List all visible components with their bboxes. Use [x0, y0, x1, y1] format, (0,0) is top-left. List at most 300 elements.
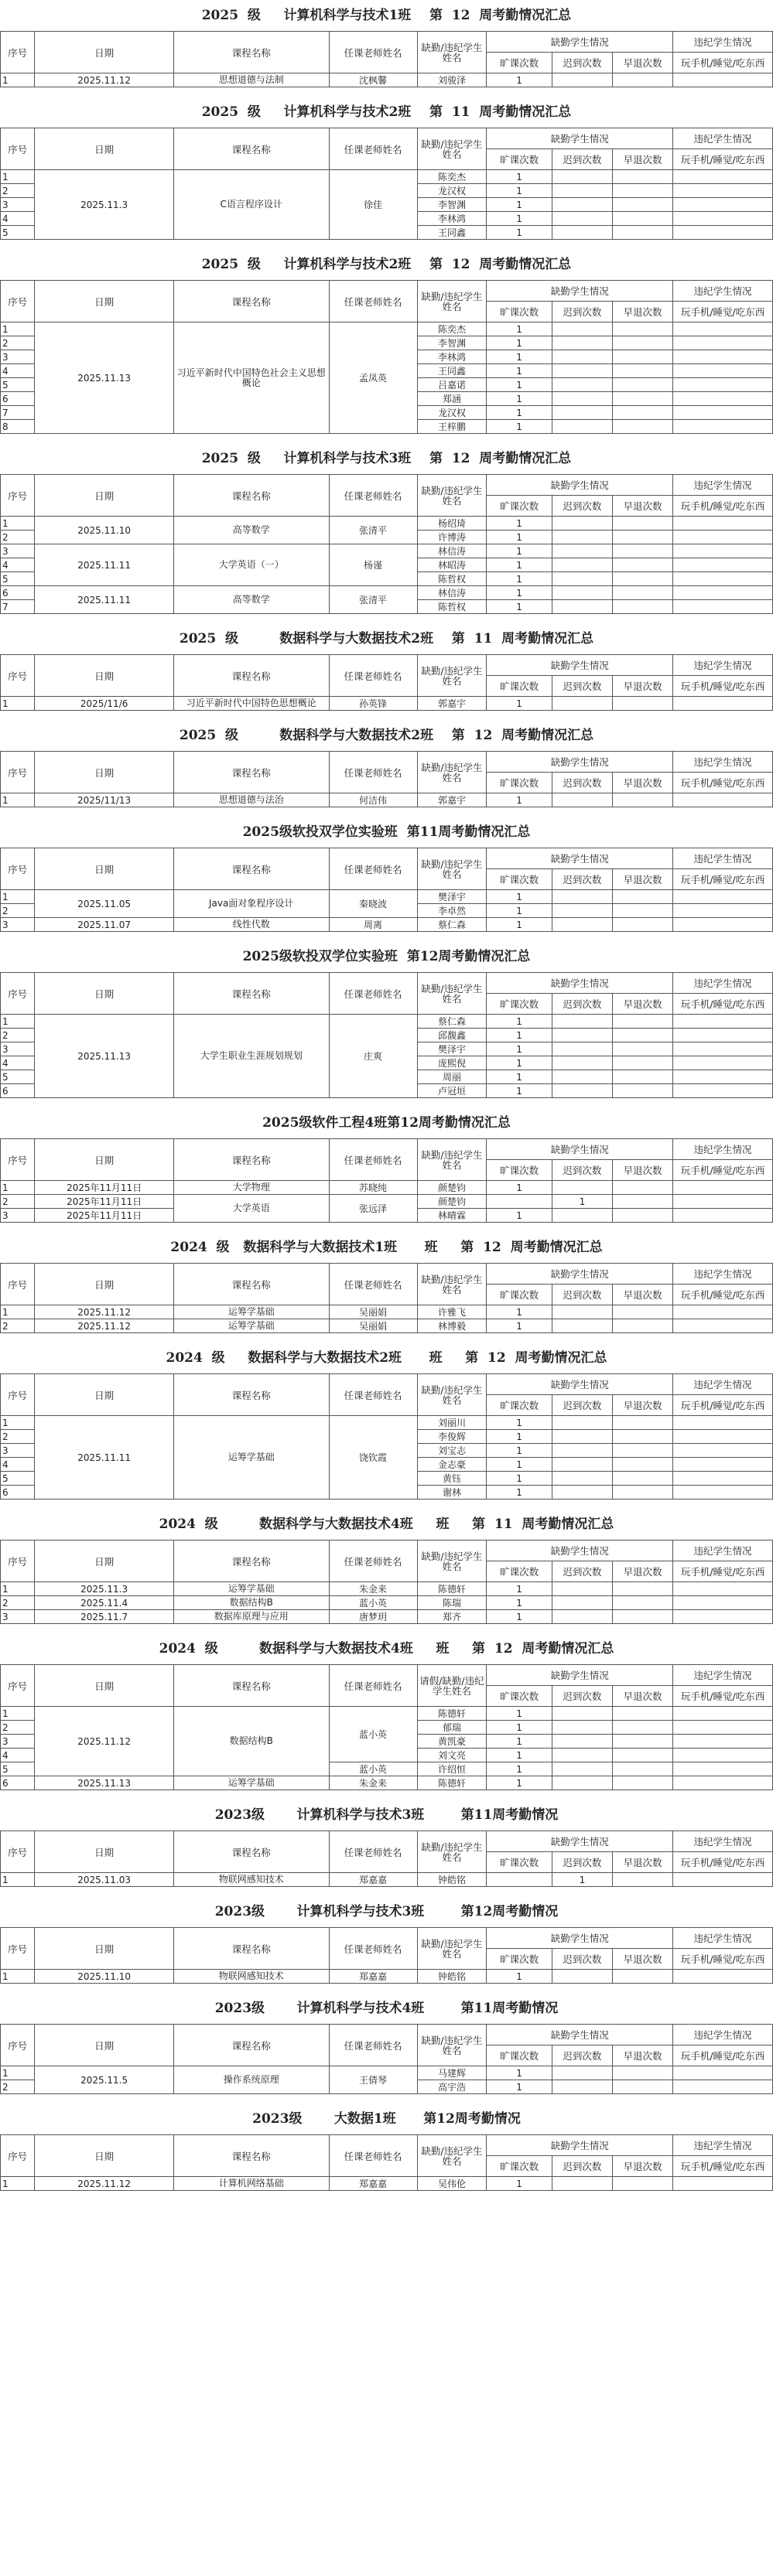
cell-late: [552, 1596, 612, 1610]
header-date: 日期: [35, 848, 174, 890]
header-late: 迟到次数: [552, 1285, 612, 1305]
cell-late: [552, 336, 612, 350]
cell-student: 林博毅: [417, 1319, 487, 1333]
cell-violation: [673, 1056, 773, 1070]
cell-early: [612, 1582, 672, 1596]
cell-early: [612, 1181, 672, 1195]
table-row: [1, 1596, 773, 1610]
cell-late: [552, 420, 612, 434]
cell-violation: [673, 2080, 773, 2094]
cell-teacher: 饶钦霞: [329, 1416, 417, 1500]
cell-late: [552, 2177, 612, 2191]
cell-late: [552, 2066, 612, 2080]
header-date: 日期: [35, 32, 174, 73]
cell-early: [612, 1305, 672, 1319]
section-title: 2025级软投双学位实验班 第11周考勤情况汇总: [242, 824, 531, 840]
header-teacher: 任课老师姓名: [329, 128, 417, 170]
cell-absent: 1: [487, 1610, 552, 1624]
header-violation: 玩手机/睡觉/吃东西: [673, 1160, 773, 1181]
header-early: 早退次数: [612, 994, 672, 1015]
cell-student: 黄钰: [417, 1472, 487, 1486]
cell-violation: [673, 697, 773, 711]
cell-violation: [673, 544, 773, 558]
cell-early: [612, 1444, 672, 1458]
cell-violation: [673, 378, 773, 392]
header-early: 早退次数: [612, 869, 672, 890]
header-absence-group: 缺勤学生情况: [487, 1139, 673, 1160]
cell-absent: 1: [487, 586, 552, 600]
header-teacher: 任课老师姓名: [329, 2135, 417, 2177]
cell-seq: 3: [1, 350, 35, 364]
header-course: 课程名称: [173, 2025, 329, 2066]
header-date: 日期: [35, 655, 174, 697]
header-student: 缺勤/违纪学生姓名: [417, 475, 487, 517]
cell-seq: 2: [1, 531, 35, 544]
header-early: 早退次数: [612, 149, 672, 170]
section-title: 2023级 计算机科学与技术3班 第11周考勤情况: [214, 1807, 559, 1823]
header-teacher: 任课老师姓名: [329, 2025, 417, 2066]
header-violation: 玩手机/睡觉/吃东西: [673, 1686, 773, 1707]
cell-date: 2025.11.13: [35, 1015, 174, 1098]
header-absence-group: 缺勤学生情况: [487, 32, 673, 53]
cell-violation: [673, 2177, 773, 2191]
cell-absent: 1: [487, 1181, 552, 1195]
attendance-section: [0, 1232, 773, 1333]
cell-student: 林信涛: [417, 544, 487, 558]
cell-date: 2025.11.11: [35, 1416, 174, 1500]
cell-student: 陈德轩: [417, 1776, 487, 1790]
cell-teacher: 王倩琴: [329, 2066, 417, 2094]
cell-absent: 1: [487, 1596, 552, 1610]
cell-course: 线性代数: [173, 918, 329, 932]
cell-early: [612, 1084, 672, 1098]
cell-early: [612, 1070, 672, 1084]
cell-late: [552, 1749, 612, 1762]
header-late: 迟到次数: [552, 676, 612, 697]
cell-teacher: 郑嘉嘉: [329, 1873, 417, 1887]
cell-absent: 1: [487, 1209, 552, 1223]
cell-seq: 6: [1, 1486, 35, 1500]
header-early: 早退次数: [612, 53, 672, 73]
header-date: 日期: [35, 1139, 174, 1181]
header-teacher: 任课老师姓名: [329, 752, 417, 793]
header-violation: 玩手机/睡觉/吃东西: [673, 496, 773, 517]
cell-late: [552, 1015, 612, 1029]
header-teacher: 任课老师姓名: [329, 655, 417, 697]
header-absence-group: 缺勤学生情况: [487, 1374, 673, 1395]
cell-early: [612, 1209, 672, 1223]
cell-absent: 1: [487, 1056, 552, 1070]
section-title: 2024 级 数据科学与大数据技术1班 班 第 12 周考勤情况汇总: [170, 1240, 603, 1255]
cell-early: [612, 1195, 672, 1209]
cell-student: 金志豪: [417, 1458, 487, 1472]
cell-early: [612, 1319, 672, 1333]
cell-early: [612, 1873, 672, 1887]
cell-early: [612, 378, 672, 392]
cell-violation: [673, 600, 773, 614]
cell-seq: 7: [1, 600, 35, 614]
attendance-section: [0, 1107, 773, 1223]
header-student: 缺勤/违纪学生姓名: [417, 973, 487, 1015]
cell-date: 2025.11.07: [35, 918, 174, 932]
cell-course: 计算机网络基础: [173, 2177, 329, 2191]
cell-seq: 5: [1, 572, 35, 586]
cell-absent: 1: [487, 600, 552, 614]
cell-seq: 1: [1, 793, 35, 807]
header-course: 课程名称: [173, 1665, 329, 1707]
cell-late: [552, 1735, 612, 1749]
cell-violation: [673, 1721, 773, 1735]
attendance-table: [0, 848, 773, 932]
cell-late: [552, 697, 612, 711]
cell-absent: [487, 1195, 552, 1209]
cell-student: 陈哲权: [417, 600, 487, 614]
cell-teacher: 朱金来: [329, 1582, 417, 1596]
header-student: 缺勤/违纪学生姓名: [417, 128, 487, 170]
cell-early: [612, 73, 672, 87]
cell-student: 林信涛: [417, 586, 487, 600]
cell-student: 卢冠垣: [417, 1084, 487, 1098]
cell-seq: 2: [1, 1319, 35, 1333]
cell-absent: 1: [487, 226, 552, 240]
table-row: [1, 1015, 773, 1029]
cell-absent: 1: [487, 890, 552, 904]
cell-absent: 1: [487, 1749, 552, 1762]
header-violation: 玩手机/睡觉/吃东西: [673, 869, 773, 890]
header-student: 缺勤/违纪学生姓名: [417, 848, 487, 890]
cell-student: 庞熙倪: [417, 1056, 487, 1070]
cell-early: [612, 517, 672, 531]
table-row: [1, 1195, 773, 1209]
header-date: 日期: [35, 1928, 174, 1970]
cell-late: [552, 1444, 612, 1458]
cell-seq: 1: [1, 2066, 35, 2080]
cell-early: [612, 904, 672, 918]
header-early: 早退次数: [612, 676, 672, 697]
header-violation-group: 违纪学生情况: [673, 1928, 773, 1949]
header-violation-group: 违纪学生情况: [673, 128, 773, 149]
cell-seq: 1: [1, 697, 35, 711]
header-seq: 序号: [1, 973, 35, 1015]
header-student: 缺勤/违纪学生姓名: [417, 655, 487, 697]
cell-early: [612, 322, 672, 336]
header-late: 迟到次数: [552, 2156, 612, 2177]
cell-early: [612, 544, 672, 558]
header-violation-group: 违纪学生情况: [673, 1264, 773, 1285]
header-student: 缺勤/违纪学生姓名: [417, 1928, 487, 1970]
cell-late: [552, 378, 612, 392]
cell-course: 运筹学基础: [173, 1582, 329, 1596]
cell-seq: 2: [1, 1029, 35, 1042]
header-absent: 旷课次数: [487, 1686, 552, 1707]
header-date: 日期: [35, 1665, 174, 1707]
cell-early: [612, 2080, 672, 2094]
cell-seq: 3: [1, 1610, 35, 1624]
cell-seq: 2: [1, 1430, 35, 1444]
header-absence-group: 缺勤学生情况: [487, 1540, 673, 1561]
cell-absent: 1: [487, 1029, 552, 1042]
cell-date: 2025.11.10: [35, 517, 174, 544]
cell-late: [552, 1472, 612, 1486]
header-late: 迟到次数: [552, 1949, 612, 1970]
cell-absent: 1: [487, 544, 552, 558]
header-date: 日期: [35, 752, 174, 793]
cell-seq: 5: [1, 1762, 35, 1776]
header-early: 早退次数: [612, 1949, 672, 1970]
header-violation: 玩手机/睡觉/吃东西: [673, 1949, 773, 1970]
cell-absent: 1: [487, 2177, 552, 2191]
cell-seq: 3: [1, 1042, 35, 1056]
header-date: 日期: [35, 1540, 174, 1582]
header-absence-group: 缺勤学生情况: [487, 655, 673, 676]
cell-student: 李俊辉: [417, 1430, 487, 1444]
table-row: [1, 586, 773, 600]
cell-student: 李林鸿: [417, 212, 487, 226]
cell-course: 操作系统原理: [173, 2066, 329, 2094]
cell-seq: 4: [1, 558, 35, 572]
cell-late: [552, 322, 612, 336]
cell-early: [612, 170, 672, 184]
header-seq: 序号: [1, 2025, 35, 2066]
cell-violation: [673, 1015, 773, 1029]
header-seq: 序号: [1, 1264, 35, 1305]
header-violation-group: 违纪学生情况: [673, 2135, 773, 2156]
cell-early: [612, 890, 672, 904]
cell-early: [612, 1472, 672, 1486]
cell-absent: 1: [487, 198, 552, 212]
cell-teacher: 周离: [329, 918, 417, 932]
attendance-table: [0, 654, 773, 711]
header-teacher: 任课老师姓名: [329, 32, 417, 73]
table-row: [1, 2066, 773, 2080]
cell-student: 陈奕杰: [417, 170, 487, 184]
cell-student: 王同鑫: [417, 364, 487, 378]
cell-seq: 2: [1, 2080, 35, 2094]
cell-violation: [673, 1749, 773, 1762]
cell-course: 大学物理: [173, 1181, 329, 1195]
header-teacher: 任课老师姓名: [329, 1831, 417, 1873]
cell-student: 龙汉权: [417, 406, 487, 420]
cell-violation: [673, 904, 773, 918]
cell-student: 刘文亮: [417, 1749, 487, 1762]
header-student: 缺勤/违纪学生姓名: [417, 281, 487, 322]
cell-early: [612, 364, 672, 378]
cell-date: 2025.11.12: [35, 2177, 174, 2191]
header-teacher: 任课老师姓名: [329, 973, 417, 1015]
table-row: [1, 73, 773, 87]
table-row: [1, 517, 773, 531]
cell-absent: 1: [487, 531, 552, 544]
cell-early: [612, 600, 672, 614]
header-absent: 旷课次数: [487, 676, 552, 697]
header-absent: 旷课次数: [487, 1160, 552, 1181]
cell-seq: 1: [1, 2177, 35, 2191]
cell-absent: 1: [487, 558, 552, 572]
attendance-table: [0, 1373, 773, 1500]
header-student: 缺勤/违纪学生姓名: [417, 1264, 487, 1305]
header-early: 早退次数: [612, 1686, 672, 1707]
attendance-section: [0, 720, 773, 807]
cell-violation: [673, 1084, 773, 1098]
table-row: [1, 170, 773, 184]
cell-early: [612, 572, 672, 586]
header-seq: 序号: [1, 128, 35, 170]
cell-violation: [673, 350, 773, 364]
cell-student: 李智渊: [417, 336, 487, 350]
header-course: 课程名称: [173, 1264, 329, 1305]
cell-violation: [673, 1735, 773, 1749]
cell-absent: 1: [487, 1444, 552, 1458]
table-row: [1, 1707, 773, 1721]
cell-date: 2025.11.3: [35, 1582, 174, 1596]
cell-student: 刘骏泽: [417, 73, 487, 87]
header-absence-group: 缺勤学生情况: [487, 848, 673, 869]
header-course: 课程名称: [173, 1139, 329, 1181]
cell-late: [552, 184, 612, 198]
cell-student: 刘宝志: [417, 1444, 487, 1458]
cell-violation: [673, 1195, 773, 1209]
header-absence-group: 缺勤学生情况: [487, 2135, 673, 2156]
cell-violation: [673, 406, 773, 420]
header-date: 日期: [35, 281, 174, 322]
cell-date: 2025.11.12: [35, 73, 174, 87]
cell-seq: 6: [1, 1084, 35, 1098]
cell-seq: 1: [1, 890, 35, 904]
cell-teacher: 沈枫馨: [329, 73, 417, 87]
cell-violation: [673, 558, 773, 572]
cell-teacher: 张清平: [329, 586, 417, 614]
cell-violation: [673, 364, 773, 378]
attendance-section: [0, 1993, 773, 2094]
header-violation-group: 违纪学生情况: [673, 655, 773, 676]
cell-late: [552, 1762, 612, 1776]
header-violation-group: 违纪学生情况: [673, 1374, 773, 1395]
cell-late: [552, 1029, 612, 1042]
cell-late: [552, 572, 612, 586]
cell-absent: 1: [487, 517, 552, 531]
attendance-table: [0, 31, 773, 87]
table-row: [1, 2177, 773, 2191]
cell-student: 黄凯豪: [417, 1735, 487, 1749]
cell-violation: [673, 1472, 773, 1486]
attendance-table: [0, 280, 773, 434]
attendance-section: [0, 0, 773, 87]
attendance-table: [0, 1540, 773, 1624]
cell-violation: [673, 1582, 773, 1596]
header-late: 迟到次数: [552, 302, 612, 322]
header-absent: 旷课次数: [487, 994, 552, 1015]
header-early: 早退次数: [612, 773, 672, 793]
cell-seq: 5: [1, 1070, 35, 1084]
cell-teacher: 张清平: [329, 517, 417, 544]
cell-violation: [673, 1610, 773, 1624]
cell-early: [612, 1707, 672, 1721]
header-late: 迟到次数: [552, 1686, 612, 1707]
cell-late: [552, 1486, 612, 1500]
header-absence-group: 缺勤学生情况: [487, 1928, 673, 1949]
cell-student: 李林鸿: [417, 350, 487, 364]
header-student: 缺勤/违纪学生姓名: [417, 1374, 487, 1416]
header-student: 缺勤/违纪学生姓名: [417, 1831, 487, 1873]
cell-violation: [673, 1970, 773, 1984]
cell-violation: [673, 212, 773, 226]
cell-seq: 5: [1, 226, 35, 240]
header-student: 缺勤/违纪学生姓名: [417, 1540, 487, 1582]
cell-late: [552, 73, 612, 87]
header-absent: 旷课次数: [487, 302, 552, 322]
header-violation-group: 违纪学生情况: [673, 752, 773, 773]
header-violation-group: 违纪学生情况: [673, 848, 773, 869]
cell-seq: 4: [1, 1056, 35, 1070]
header-violation: 玩手机/睡觉/吃东西: [673, 1395, 773, 1416]
cell-course: 运筹学基础: [173, 1319, 329, 1333]
cell-early: [612, 2177, 672, 2191]
header-seq: 序号: [1, 655, 35, 697]
header-early: 早退次数: [612, 2045, 672, 2066]
cell-late: [552, 1776, 612, 1790]
header-early: 早退次数: [612, 1395, 672, 1416]
section-title: 2024 级 数据科学与大数据技术4班 班 第 12 周考勤情况汇总: [159, 1641, 614, 1656]
header-violation: 玩手机/睡觉/吃东西: [673, 149, 773, 170]
cell-absent: 1: [487, 572, 552, 586]
header-course: 课程名称: [173, 973, 329, 1015]
cell-date: 2025.11.5: [35, 2066, 174, 2094]
header-absence-group: 缺勤学生情况: [487, 128, 673, 149]
cell-course: 思想道德与法制: [173, 73, 329, 87]
cell-late: [552, 170, 612, 184]
table-row: [1, 890, 773, 904]
header-course: 课程名称: [173, 655, 329, 697]
header-violation-group: 违纪学生情况: [673, 32, 773, 53]
cell-course: 习近平新时代中国特色社会主义思想概论: [173, 322, 329, 434]
header-date: 日期: [35, 1264, 174, 1305]
cell-student: 蔡仁森: [417, 1015, 487, 1029]
header-date: 日期: [35, 2025, 174, 2066]
attendance-section: [0, 1896, 773, 1984]
table-row: [1, 1970, 773, 1984]
cell-student: 谢林: [417, 1486, 487, 1500]
cell-seq: 2: [1, 1721, 35, 1735]
cell-late: [552, 1056, 612, 1070]
cell-seq: 4: [1, 1458, 35, 1472]
header-teacher: 任课老师姓名: [329, 281, 417, 322]
cell-absent: 1: [487, 918, 552, 932]
header-course: 课程名称: [173, 475, 329, 517]
cell-seq: 1: [1, 1873, 35, 1887]
cell-violation: [673, 392, 773, 406]
cell-early: [612, 1015, 672, 1029]
cell-early: [612, 336, 672, 350]
cell-violation: [673, 1776, 773, 1790]
cell-course: 高等数学: [173, 586, 329, 614]
cell-violation: [673, 170, 773, 184]
cell-early: [612, 1735, 672, 1749]
cell-student: 许雅飞: [417, 1305, 487, 1319]
cell-early: [612, 1762, 672, 1776]
cell-student: 郑齐: [417, 1610, 487, 1624]
cell-early: [612, 392, 672, 406]
header-course: 课程名称: [173, 752, 329, 793]
cell-seq: 3: [1, 544, 35, 558]
cell-early: [612, 697, 672, 711]
header-late: 迟到次数: [552, 994, 612, 1015]
cell-seq: 1: [1, 1970, 35, 1984]
cell-early: [612, 184, 672, 198]
attendance-table: [0, 1138, 773, 1223]
cell-seq: 6: [1, 586, 35, 600]
cell-teacher: 郑嘉嘉: [329, 1970, 417, 1984]
cell-course: 大学英语（一）: [173, 544, 329, 586]
